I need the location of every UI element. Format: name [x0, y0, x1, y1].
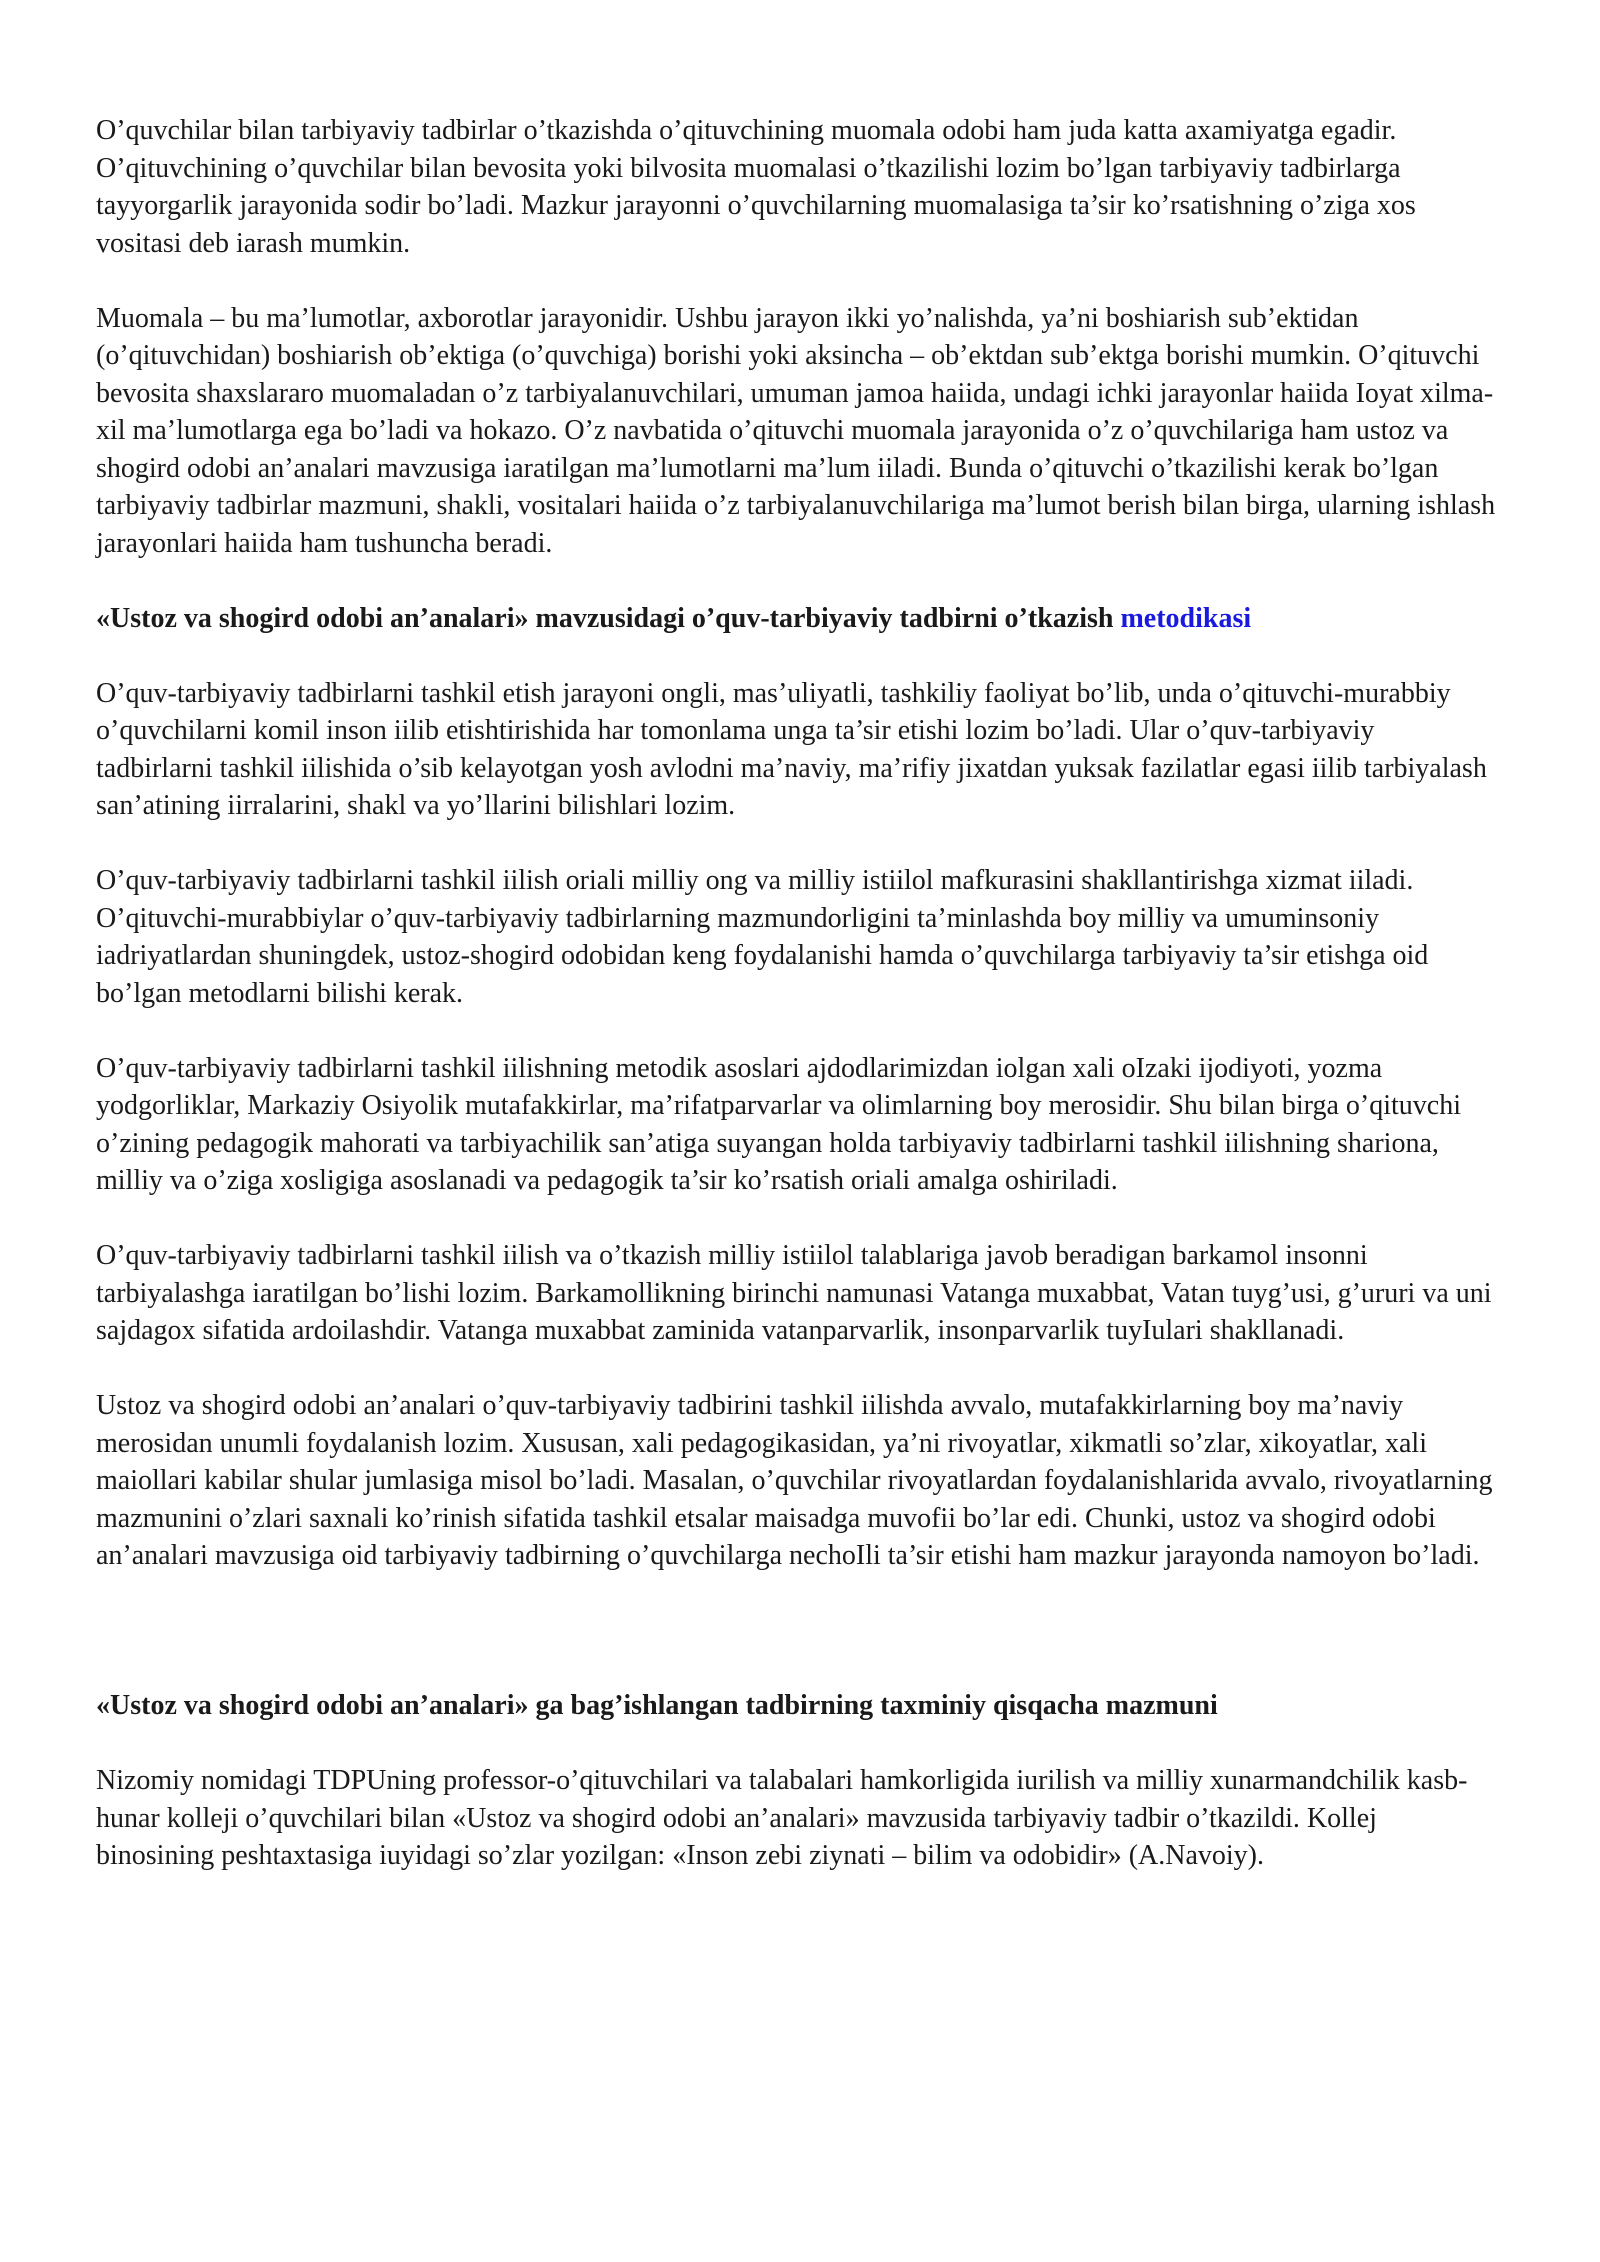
- paragraph-muomala-odobi: O’quvchilar bilan tarbiyaviy tadbirlar o’tkazishda o’qituvchining muomala odobi ham juda katta axamiyatga egadir. O’qituvchining o’quvchilar bilan bevosita yoki bilvosita muomalasi o’tkazilishi lozim bo’lgan tarbiyaviy tadbirlarga tayyorgarlik jarayonida sodir bo’ladi. Mazkur jarayonni o’quvchilarning muomalasiga ta’sir ko’rsatishning o’ziga xos vositasi deb iarash mumkin.: [96, 115, 1416, 259]
- paragraph-muomala-definition: Muomala – bu ma’lumotlar, axborotlar jarayonidir. Ushbu jarayon ikki yo’nalishda, ya’ni boshiarish sub’ektidan (o’qituvchidan) boshiarish ob’ektiga (o’quvchiga) borishi yoki aksincha – ob’ektdan sub’ektga borishi mumkin. O’qituvchi bevosita shaxslararo muomaladan o’z tarbiyalanuvchilari, umuman jamoa haiida, undagi ichki jarayonlar haiida Ioyat xilma-xil ma’lumotlarga ega bo’ladi va hokazo. O’z navbatida o’qituvchi muomala jarayonida o’z o’quvchilariga ham ustoz va shogird odobi an’analari mavzusiga iaratilgan ma’lumotlarni ma’lum iiladi. Bunda o’qituvchi o’tkazilishi kerak bo’lgan tarbiyaviy tadbirlar mazmuni, shakli, vositalari haiida o’z tarbiyalanuvchilariga ma’lumot berish bilan birga, ularning ishlash jarayonlari haiida ham tushuncha beradi.: [96, 302, 1496, 559]
- paragraph-tashkil-etish: O’quv-tarbiyaviy tadbirlarni tashkil etish jarayoni ongli, mas’uliyatli, tashkiliy faoliyat bo’lib, unda o’qituvchi-murabbiy o’quvchilarni komil inson iilib etishtirishida har tomonlama unga ta’sir etishi lozim bo’ladi. Ular o’quv-tarbiyaviy tadbirlarni tashkil iilishida o’sib kelayotgan yosh avlodni ma’naviy, ma’rifiy jixatdan yuksak fazilatlar egasi iilib tarbiyalash san’atining iirralarini, shakl va yo’llarini bilishlari lozim.: [96, 677, 1487, 821]
- paragraph-metodik-asoslari: O’quv-tarbiyaviy tadbirlarni tashkil iilishning metodik asoslari ajdodlarimizdan iolgan xali oIzaki ijodiyoti, yozma yodgorliklar, Markaziy Osiyolik mutafakkirlar, ma’rifatparvarlar va olimlarning boy merosidir. Shu bilan birga o’qituvchi o’zining pedagogik mahorati va tarbiyachilik san’atiga suyangan holda tarbiyaviy tadbirlarni tashkil iilishning shariona, milliy va o’ziga xosligiga asoslanadi va pedagogik ta’sir ko’rsatish oriali amalga oshiriladi.: [96, 1052, 1461, 1196]
- section-heading-tadbir-mazmuni: «Ustoz va shogird odobi an’analari» ga bag’ishlangan tadbirning taxminiy qisqacha mazmuni: [96, 1690, 1218, 1721]
- paragraph-nizomiy-tdpu: Nizomiy nomidagi TDPUning professor-o’qituvchilari va talabalari hamkorligida iurilish va milliy xunarmandchilik kasb-hunar kolleji o’quvchilari bilan «Ustoz va shogird odobi an’analari» mavzusida tarbiyaviy tadbir o’tkazildi. Kollej binosining peshtaxtasiga iuyidagi so’zlar yozilgan: «Inson zebi ziynati – bilim va odobidir» (A.Navoiy).: [96, 1765, 1468, 1871]
- paragraph-milliy-ong: O’quv-tarbiyaviy tadbirlarni tashkil iilish oriali milliy ong va milliy istiilol mafkurasini shakllantirishga xizmat iiladi. O’qituvchi-murabbiylar o’quv-tarbiyaviy tadbirlarning mazmundorligini ta’minlashda boy milliy va umuminsoniy iadriyatlardan shuningdek, ustoz-shogird odobidan keng foydalanishi hamda o’quvchilarga tarbiyaviy ta’sir etishga oid bo’lgan metodlarni bilishi kerak.: [96, 865, 1429, 1009]
- paragraph-barkamol-inson: O’quv-tarbiyaviy tadbirlarni tashkil iilish va o’tkazish milliy istiilol talablariga javob beradigan barkamol insonni tarbiyalashga iaratilgan bo’lishi lozim. Barkamollikning birinchi namunasi Vatanga muxabbat, Vatan tuyg’usi, g’ururi va uni sajdagox sifatida ardoilashdir. Vatanga muxabbat zaminida vatanparvarlik, insonparvarlik tuyIulari shakllanadi.: [96, 1240, 1492, 1346]
- section-heading-metodikasi: [96, 600, 1496, 638]
- paragraph-ustoz-shogird: Ustoz va shogird odobi an’analari o’quv-tarbiyaviy tadbirini tashkil iilishda avvalo, mutafakkirlarning boy ma’naviy merosidan unumli foydalanish lozim. Xususan, xali pedagogikasidan, ya’ni rivoyatlar, xikmatli so’zlar, xikoyatlar, xali maiollari kabilar shular jumlasiga misol bo’ladi. Masalan, o’quvchilar rivoyatlardan foydalanishlarida avvalo, rivoyatlarning mazmunini o’zlari saxnali ko’rinish sifatida tashkil etsalar maisadga muvofii bo’lar edi. Chunki, ustoz va shogird odobi an’analari mavzusiga oid tarbiyaviy tadbirning o’quvchilarga nechoIli ta’sir etishi ham mazkur jarayonda namoyon bo’ladi.: [96, 1390, 1493, 1571]
- section-heading-text: «Ustoz va shogird odobi an’analari» mavzusidagi o’quv-tarbiyaviy tadbirni o’tkazish: [96, 602, 1121, 634]
- document-body: [96, 112, 1496, 1912]
- vertical-spacer: [96, 1612, 1496, 1687]
- metodikasi-link[interactable]: metodikasi: [1120, 602, 1252, 634]
